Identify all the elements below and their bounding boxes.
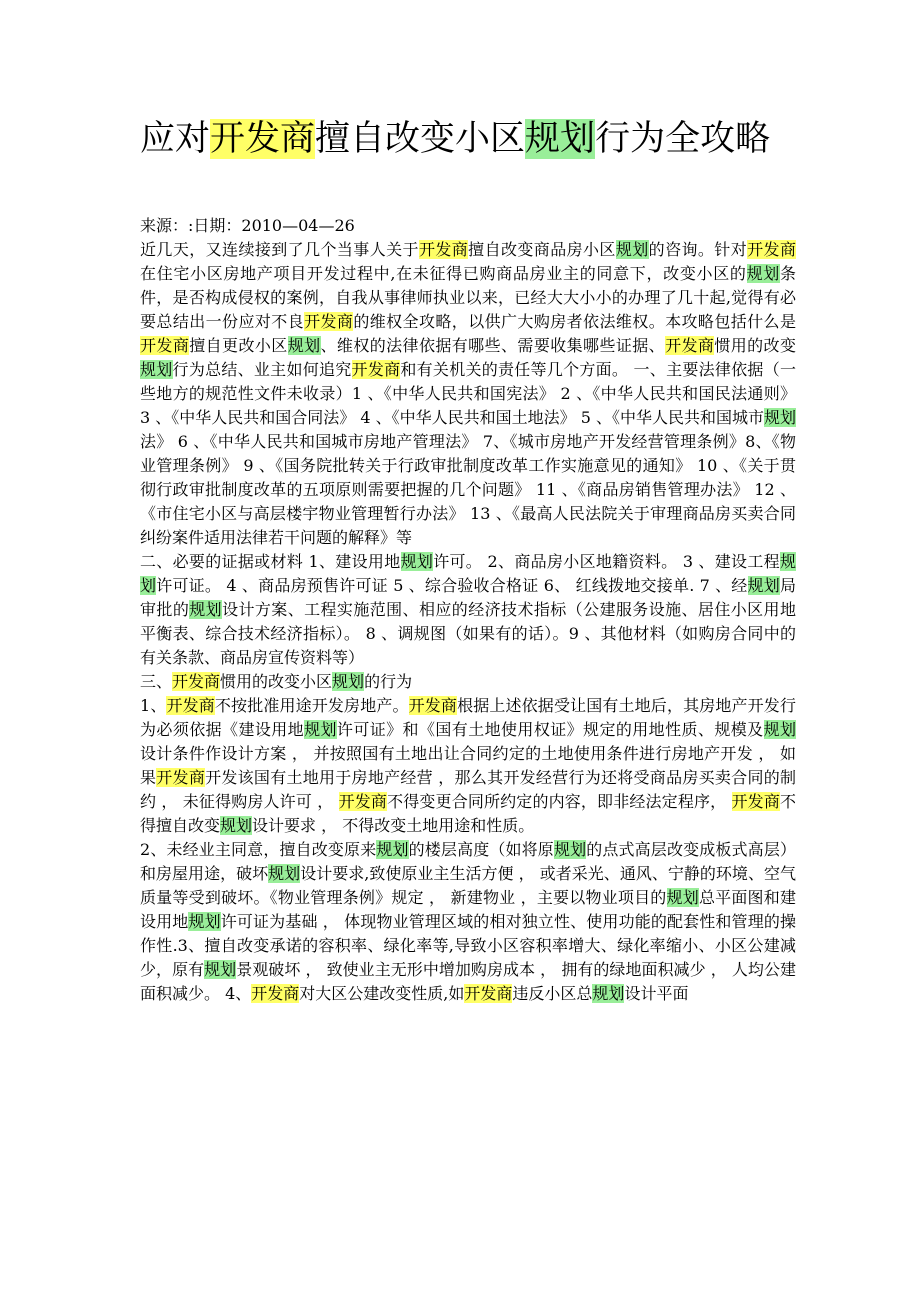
highlight-planning: 规划	[400, 552, 434, 571]
paragraph	[140, 670, 796, 694]
text-run: 条件，是否构成侵权的案例，自我从事律师执业以来，已经大大小小的办理了几十起,觉得有必要总结出一份应对不良	[140, 264, 796, 331]
highlight-planning: 规划	[746, 264, 780, 283]
text-run: 设计要求,致使原业主生活方便 ， 或者采光、通风、宁静的环境、空气质量等受到破坏。《物业管理条例》规定 ， 新建物业 ，主要以物业项目的	[140, 864, 796, 907]
text-run: 擅自改变商品房小区	[468, 240, 616, 259]
highlight-planning: 规划	[204, 960, 237, 979]
highlight-developer: 开发商	[418, 240, 469, 259]
text-run: 不按批准用途开发房地产。	[214, 696, 409, 715]
text-run: 不得变更合同所约定的内容，即非经法定程序，	[387, 792, 732, 811]
highlight-developer: 开发商	[251, 984, 300, 1003]
text-run: 违反小区总	[512, 984, 593, 1003]
highlight-developer: 开发商	[408, 696, 458, 715]
text-run: 局审批的	[140, 576, 796, 619]
text-run: 景观破坏 ， 致使业主无形中增加购房成本 ， 拥有的绿地面积减少 ， 人均公建面积减少。 4、	[140, 960, 796, 1003]
text-run: 许可证。 4 、商品房预售许可证 5 、综合验收合格证 6、 红线拨地交接单. 7 、经	[156, 576, 748, 595]
text-run: 、维权的法律依据有哪些、需要收集哪些证据、	[320, 336, 666, 355]
highlight-developer: 开发商	[304, 312, 354, 331]
text-run: 近几天，又连续接到了几个当事人关于	[140, 240, 419, 259]
highlight-developer: 开发商	[156, 768, 206, 787]
highlight-planning: 规划	[220, 816, 253, 835]
text-run: 来源：:日期：2010—04—26	[140, 216, 355, 235]
highlight-planning: 规划	[763, 408, 796, 427]
highlight-developer: 开发商	[665, 336, 715, 355]
text-run: 不得擅自改变	[140, 792, 796, 835]
text-run: 根据上述依据受让国有土地后，其房地产开发行为必须依据《建设用地	[140, 696, 796, 739]
highlight-planning: 规划	[592, 984, 625, 1003]
text-run: 对大区公建改变性质,如	[299, 984, 465, 1003]
highlight-planning: 规划	[525, 119, 596, 159]
text-run: 设计条件作设计方案 ， 并按照国有土地出让合同约定的土地使用条件进行房地产开发 ， 如果	[140, 744, 796, 787]
highlight-planning: 规划	[189, 600, 223, 619]
paragraph	[140, 838, 796, 1006]
highlight-planning: 规划	[304, 720, 337, 739]
highlight-planning: 规划	[747, 576, 780, 595]
text-run: 二、必要的证据或材料 1、建设用地	[140, 552, 401, 571]
document-page	[140, 0, 796, 1006]
highlight-planning: 规划	[376, 840, 409, 859]
highlight-planning: 规划	[268, 864, 301, 883]
highlight-developer: 开发商	[166, 696, 215, 715]
text-run: 1、	[140, 696, 167, 715]
text-run: 的维权全攻略，以供广大购房者依法维权。本攻略包括什么是	[353, 312, 796, 331]
paragraph	[140, 550, 796, 670]
highlight-developer: 开发商	[351, 360, 401, 379]
highlight-planning: 规划	[615, 240, 649, 259]
highlight-developer: 开发商	[338, 792, 388, 811]
highlight-developer: 开发商	[172, 672, 221, 691]
text-run: 擅自改变小区	[315, 119, 526, 159]
text-run: 的行为	[364, 672, 413, 691]
document-title	[140, 0, 790, 166]
highlight-planning: 规划	[188, 912, 221, 931]
highlight-planning: 规划	[763, 720, 796, 739]
text-run: 行为全攻略	[595, 119, 771, 159]
text-run: 设计平面	[624, 984, 689, 1003]
text-run: 许可。 2、商品房小区地籍资料。 3 、建设工程	[433, 552, 780, 571]
text-run: 的楼层高度（如将原	[408, 840, 554, 859]
highlight-planning: 规划	[287, 336, 321, 355]
text-run: 的点式高层改变成板式高层）和房屋用途，破坏	[140, 840, 796, 883]
highlight-planning: 规划	[140, 552, 796, 595]
text-run: 2、未经业主同意，擅自改变原来	[140, 840, 377, 859]
text-run: 惯用的改变小区	[220, 672, 333, 691]
text-run: 擅自更改小区	[189, 336, 288, 355]
text-run: 应对	[140, 119, 211, 159]
text-run: 法》 6 、《中华人民共和国城市房地产管理法》 7、《城市房地产开发经营管理条例》8、《物业管理条例》 9 、《国务院批转关于行政审批制度改革工作实施意见的通知》 10 、《关于贯彻行政审批制度改革的五项原则需要把握的几个问题》 11 、《商品房销售管理办法》 12 、《市住宅小区与高层楼宇物业管理暂行办法》 13 、《最高人民法院关于审理商品房买卖合同纠纷案件适用法律若干问题的解释》等	[140, 432, 796, 547]
document-body	[140, 214, 796, 1006]
text-run: 三、	[140, 672, 173, 691]
text-run: 设计方案、工程实施范围、相应的经济技术指标（公建服务设施、居住小区用地平衡表、综合技术经济指标）。 8 、调规图（如果有的话）。9 、其他材料（如购房合同中的有关条款、商品房宣传资料等）	[140, 600, 796, 667]
text-run: 许可证》和《国有土地使用权证》规定的用地性质、规模及	[336, 720, 764, 739]
text-run: 开发该国有土地用于房地产经营 ，那么其开发经营行为还将受商品房买卖合同的制约 ， 未征得购房人许可 ，	[140, 768, 796, 811]
highlight-developer: 开发商	[210, 119, 316, 159]
paragraph	[140, 238, 796, 550]
text-run: 设计要求 ， 不得改变土地用途和性质。	[252, 816, 535, 835]
text-run: 和有关机关的责任等几个方面。 一、主要法律依据（一些地方的规范性文件未收录）1 、《中华人民共和国宪法》 2 、《中华人民共和国民法通则》 3 、《中华人民共和国合同法》 4 、《中华人民共和国土地法》 5 、《中华人民共和国城市	[140, 360, 796, 427]
text-run: 惯用的改变	[714, 336, 796, 355]
text-run: 总平面图和建设用地	[140, 888, 796, 931]
highlight-developer: 开发商	[747, 240, 796, 259]
text-run: 的咨询。针对	[648, 240, 748, 259]
highlight-planning: 规划	[332, 672, 365, 691]
highlight-planning: 规划	[553, 840, 587, 859]
text-run: 行为总结、业主如何追究	[172, 360, 352, 379]
text-run: 在住宅小区房地产项目开发过程中,在未征得已购商品房业主的同意下，改变小区的	[140, 264, 747, 283]
highlight-developer: 开发商	[464, 984, 513, 1003]
source-date-line	[140, 214, 796, 238]
highlight-planning: 规划	[666, 888, 699, 907]
highlight-planning: 规划	[140, 360, 173, 379]
highlight-developer: 开发商	[731, 792, 780, 811]
text-run: 许可证为基础 ， 体现物业管理区域的相对独立性、使用功能的配套性和管理的操作性.3、擅自改变承诺的容积率、绿化率等,导致小区容积率增大、绿化率缩小、小区公建减少，原有	[140, 912, 796, 979]
paragraph	[140, 694, 796, 838]
highlight-developer: 开发商	[140, 336, 190, 355]
